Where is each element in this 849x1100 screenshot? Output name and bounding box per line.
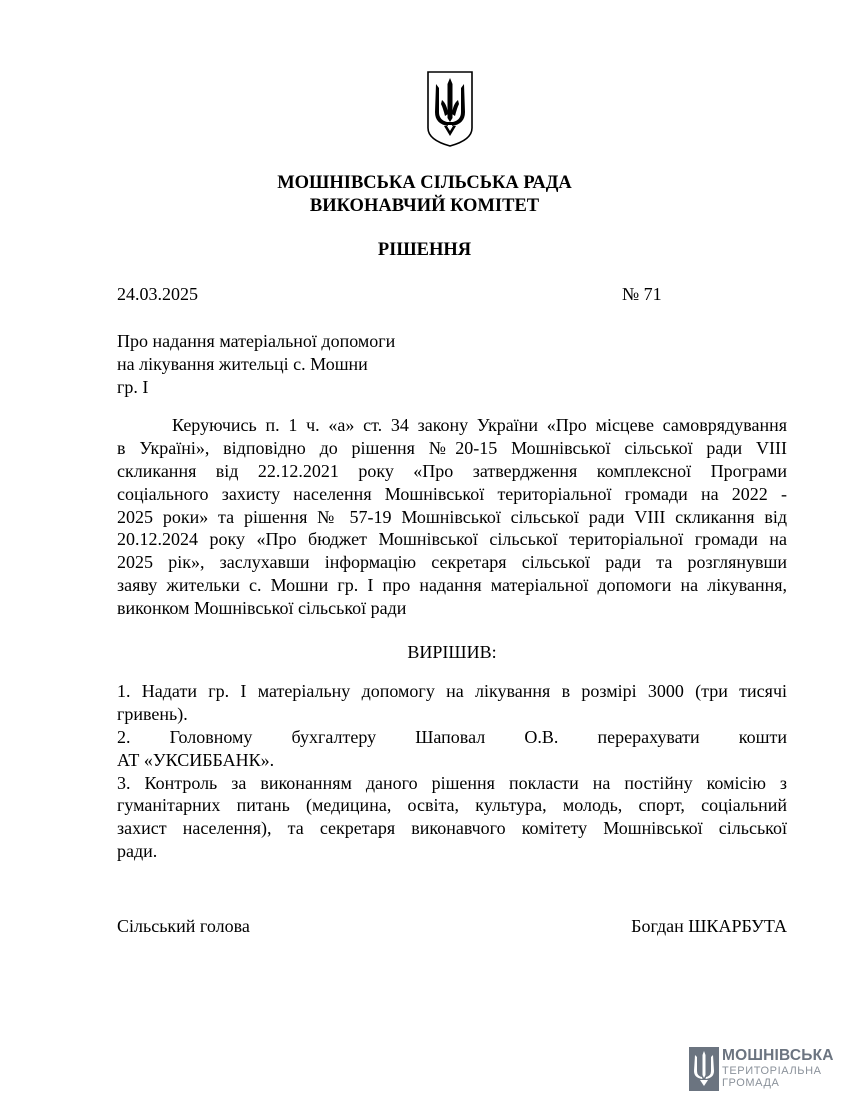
council-name: МОШНІВСЬКА СІЛЬСЬКА РАДА	[277, 173, 572, 193]
preamble-line: 20.12.2024 року «Про бюджет Мошнівської сільської територіальної громади на	[117, 529, 787, 550]
logo-line: ТЕРИТОРІАЛЬНА	[722, 1065, 822, 1077]
document-type: РІШЕННЯ	[377, 240, 472, 260]
item-line: захист населення), та секретаря виконавчого комітету Мошнівської сільської	[117, 818, 787, 839]
preamble	[117, 414, 787, 620]
coat-of-arms-icon	[425, 70, 475, 148]
logo-name: МОШНІВСЬКА	[722, 1047, 834, 1064]
item-line: 1. Надати гр. І матеріальну допомогу на лікування в розмірі 3000 (три тисячі	[117, 681, 787, 701]
item-line: 3. Контроль за виконанням даного рішення покласти на постійну комісію з	[117, 772, 787, 793]
decision-subject	[117, 330, 395, 399]
preamble-line: соціального захисту населення Мошнівської територіальної громади на 2022 -	[117, 483, 787, 504]
preamble-line: 2025 рік», заслухавши інформацію секретаря сільської ради та розглянувши	[117, 552, 787, 573]
subject-line: на лікування жительці с. Мошни	[117, 354, 368, 374]
trident-icon	[689, 1047, 719, 1091]
subject-line: Про надання матеріальної допомоги	[117, 331, 396, 351]
item-line: ради.	[117, 841, 158, 862]
community-logo	[689, 1047, 834, 1091]
decision-number: № 71	[622, 284, 662, 304]
signatory-title: Сільський голова	[117, 916, 250, 936]
item-line: 2. Головному бухгалтеру Шаповал О.В. перерахувати кошти	[117, 726, 787, 747]
subject-line: гр. І	[117, 377, 149, 397]
decision-items	[117, 680, 787, 863]
item-line: гуманітарних питань (медицина, освіта, культура, молодь, спорт, соціальний	[117, 795, 787, 816]
preamble-line: в Україні», відповідно до рішення №20-15 Мошнівської сільської ради VIII	[117, 437, 787, 458]
item-line: гривень).	[117, 703, 188, 724]
preamble-line: Керуючись п. 1 ч. «а» ст. 34 закону України «Про місцеве самоврядування	[172, 415, 787, 435]
preamble-line: скликання від 22.12.2021 року «Про затвердження комплексної Програми	[117, 460, 787, 481]
committee-name: ВИКОНАВЧИЙ КОМІТЕТ	[309, 196, 540, 216]
preamble-line: заяву жительки с. Мошни гр. І про надання матеріальної допомоги на лікування,	[117, 575, 787, 596]
logo-line: ГРОМАДА	[722, 1077, 780, 1089]
signatory-name: Богдан ШКАРБУТА	[631, 916, 787, 936]
item-line: АТ «УКСИББАНК».	[117, 749, 275, 770]
decision-date: 24.03.2025	[117, 284, 198, 304]
decided-heading: ВИРІШИВ:	[407, 642, 497, 662]
preamble-line: виконком Мошнівської сільської ради	[117, 598, 407, 619]
preamble-line: 2025 роки» та рішення № 57-19 Мошнівської сільської ради VIII скликання від	[117, 506, 787, 527]
